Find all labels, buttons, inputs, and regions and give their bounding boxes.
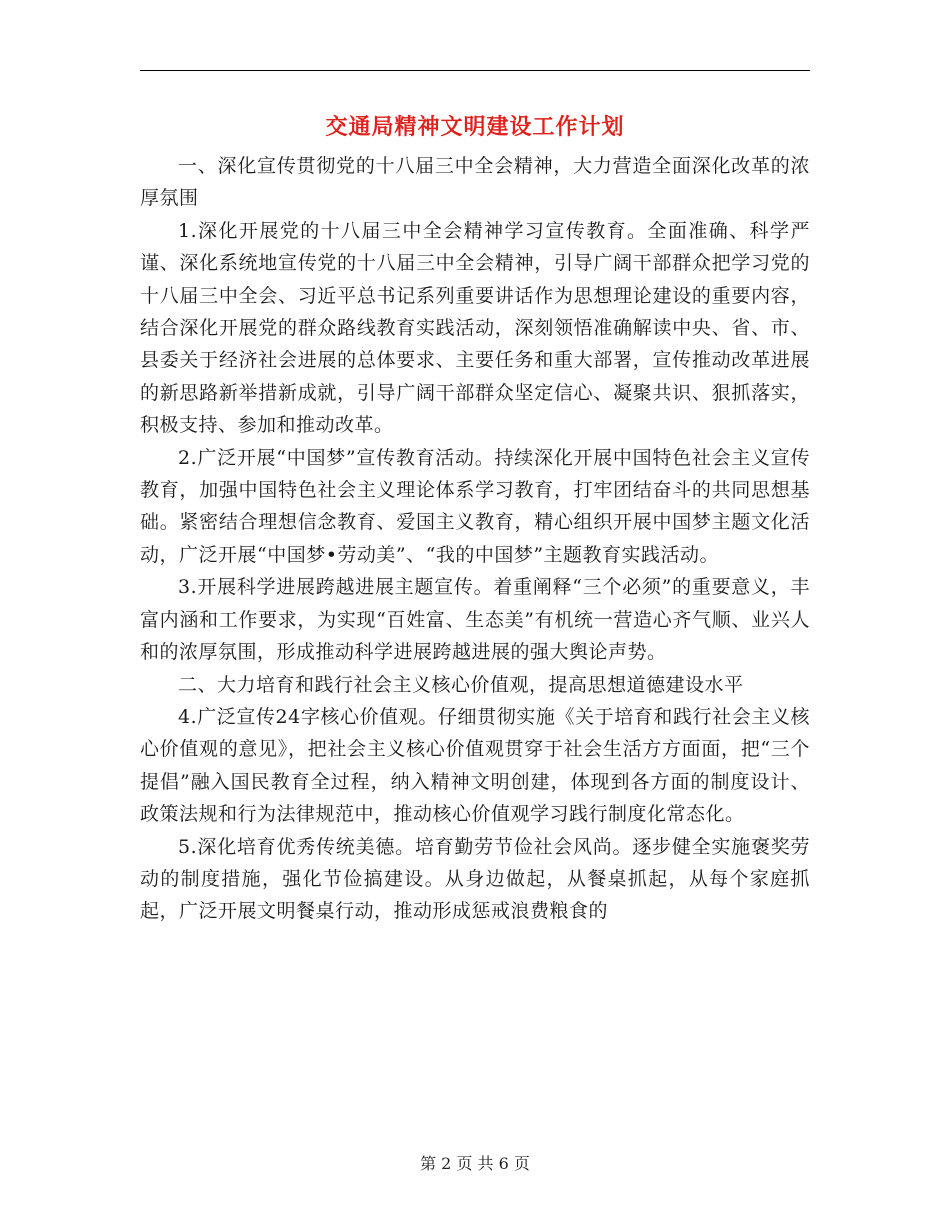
- document-body: [140, 150, 810, 928]
- paragraph-item-1: 1.深化开展党的十八届三中全会精神学习宣传教育。全面准确、科学严谨、深化系统地宣传党的十八届三中全会精神，引导广阔干部群众把学习党的十八届三中全会、习近平总书记系列重要讲话作为思想理论建设的重要内容，结合深化开展党的群众路线教育实践活动，深刻领悟准确解读中央、省、市、县委关于经济社会进展的总体要求、主要任务和重大部署，宣传推动改革进展的新思路新举措新成就，引导广阔干部群众坚定信心、凝聚共识、狠抓落实，积极支持、参加和推动改革。: [140, 219, 810, 437]
- paragraph-item-4: 4.广泛宣传24字核心价值观。仔细贯彻实施《关于培育和践行社会主义核心价值观的意见》，把社会主义核心价值观贯穿于社会生活方方面面，把“三个提倡”融入国民教育全过程，纳入精神文明创建，体现到各方面的制度设计、政策法规和行为法律规范中，推动核心价值观学习践行制度化常态化。: [140, 705, 810, 826]
- paragraph-item-3: 3.开展科学进展跨越进展主题宣传。着重阐释“三个必须”的重要意义，丰富内涵和工作要求，为实现“百姓富、生态美”有机统一营造心齐气顺、业兴人和的浓厚氛围，形成推动科学进展跨越进展的强大舆论声势。: [140, 576, 810, 664]
- header-rule: [140, 70, 810, 71]
- page-number: 第 2 页 共 6 页: [420, 1154, 530, 1173]
- paragraph-item-2: 2.广泛开展“中国梦”宣传教育活动。持续深化开展中国特色社会主义宣传教育，加强中国特色社会主义理论体系学习教育，打牢团结奋斗的共同思想基础。紧密结合理想信念教育、爱国主义教育，精心组织开展中国梦主题文化活动，广泛开展“中国梦•劳动美”、“我的中国梦”主题教育实践活动。: [140, 446, 810, 566]
- section-heading-1: 一、深化宣传贯彻党的十八届三中全会精神，大力营造全面深化改革的浓厚氛围: [140, 155, 810, 210]
- paragraph-item-5: 5.深化培育优秀传统美德。培育勤劳节俭社会风尚。逐步健全实施褒奖劳动的制度措施，强化节俭搞建设。从身边做起，从餐桌抓起，从每个家庭抓起，广泛开展文明餐桌行动，推动形成惩戒浪费粮食的: [140, 835, 810, 923]
- document-title: 交通局精神文明建设工作计划: [325, 114, 625, 140]
- section-heading-2: 二、大力培育和践行社会主义核心价值观，提高思想道德建设水平: [178, 673, 744, 696]
